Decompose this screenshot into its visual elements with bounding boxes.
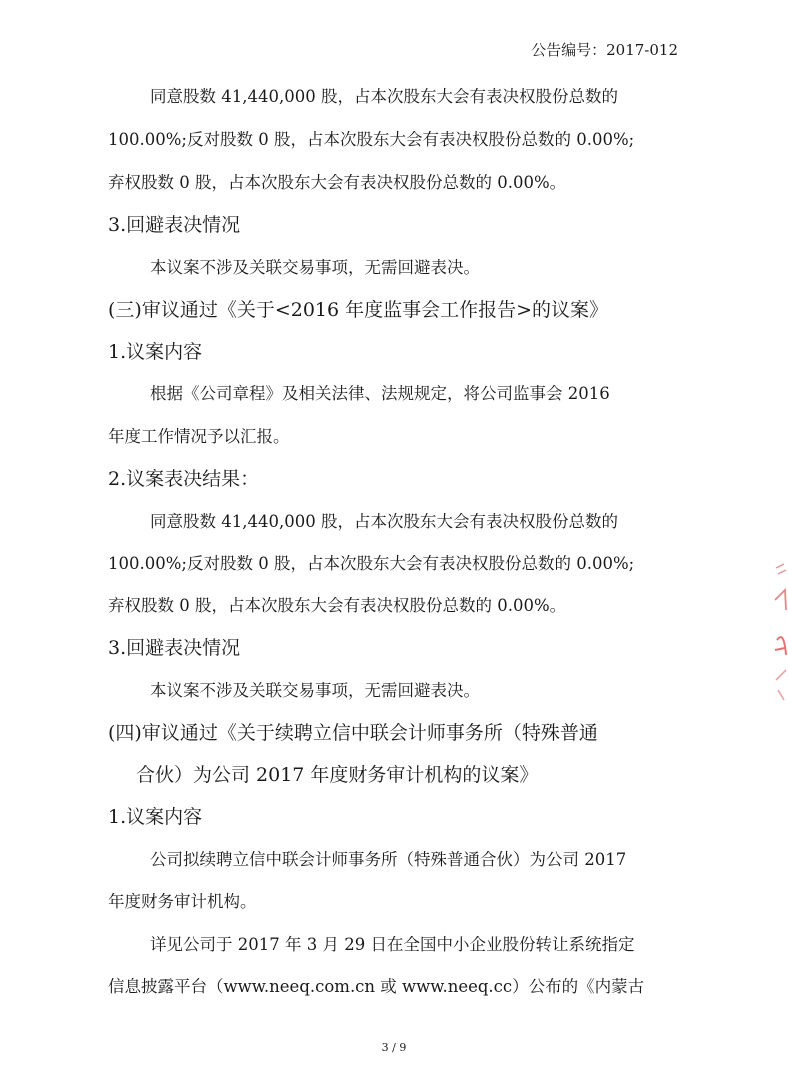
section-heading: (三)审议通过《关于<2016 年度监事会工作报告>的议案》 <box>108 299 609 321</box>
paragraph-line: 弃权股数 0 股，占本次股东大会有表决权股份总数的 0.00%。 <box>108 596 567 615</box>
paragraph-line: 100.00%;反对股数 0 股，占本次股东大会有表决权股份总数的 0.00%; <box>108 130 635 149</box>
paragraph-line: 年度财务审计机构。 <box>108 892 257 911</box>
paragraph-line: 信息披露平台（www.neeq.com.cn 或 www.neeq.cc）公布的《内蒙古 <box>108 977 645 996</box>
paragraph-line: 本议案不涉及关联交易事项，无需回避表决。 <box>150 681 480 700</box>
subsection-heading: 1.议案内容 <box>108 806 203 828</box>
subsection-heading: 1.议案内容 <box>108 341 203 363</box>
section-heading-continued: 合伙）为公司 2017 年度财务审计机构的议案》 <box>136 764 539 786</box>
seal-stamp-fragment <box>772 560 788 720</box>
paragraph-line: 同意股数 41,440,000 股，占本次股东大会有表决权股份总数的 <box>150 512 618 531</box>
announcement-number: 公告编号：2017-012 <box>531 41 678 59</box>
paragraph-line: 根据《公司章程》及相关法律、法规规定，将公司监事会 2016 <box>150 384 610 403</box>
paragraph-line: 100.00%;反对股数 0 股，占本次股东大会有表决权股份总数的 0.00%; <box>108 554 635 573</box>
subsection-heading: 3.回避表决情况 <box>108 214 241 236</box>
paragraph-line: 详见公司于 2017 年 3 月 29 日在全国中小企业股份转让系统指定 <box>150 935 635 954</box>
section-heading: (四)审议通过《关于续聘立信中联会计师事务所（特殊普通 <box>108 722 598 744</box>
paragraph-line: 弃权股数 0 股，占本次股东大会有表决权股份总数的 0.00%。 <box>108 173 567 192</box>
paragraph-line: 本议案不涉及关联交易事项，无需回避表决。 <box>150 258 480 277</box>
paragraph-line: 年度工作情况予以汇报。 <box>108 427 290 446</box>
paragraph-line: 同意股数 41,440,000 股，占本次股东大会有表决权股份总数的 <box>150 87 618 106</box>
subsection-heading: 3.回避表决情况 <box>108 637 241 659</box>
paragraph-line: 公司拟续聘立信中联会计师事务所（特殊普通合伙）为公司 2017 <box>150 850 627 869</box>
page-number: 3 / 9 <box>381 1041 407 1054</box>
subsection-heading: 2.议案表决结果： <box>108 468 260 490</box>
